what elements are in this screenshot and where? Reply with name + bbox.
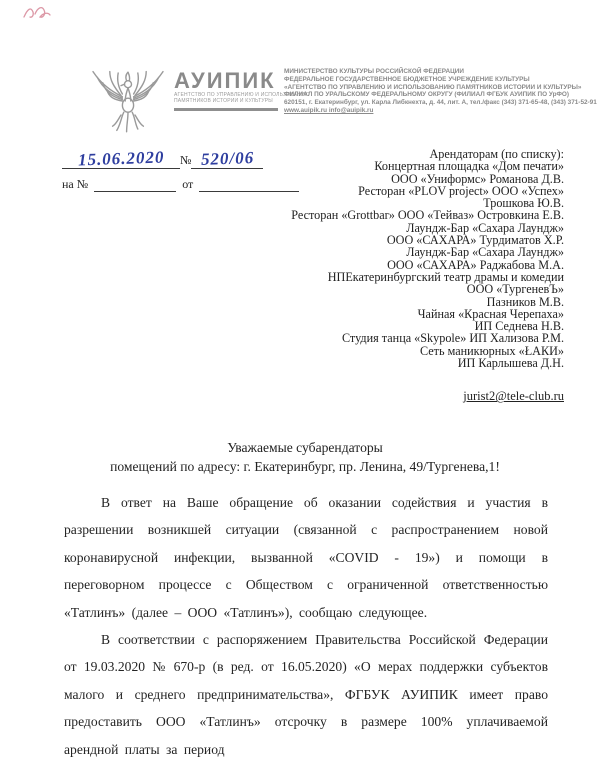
addressee-line: ООО «ТургеневЪ» <box>466 282 564 297</box>
org-website-email: www.auipik.ru info@auipik.ru <box>284 106 374 114</box>
red-scribble-icon <box>22 4 52 22</box>
addressee-line: Пазников М.В. <box>486 294 564 309</box>
reference-and-addressees <box>62 148 564 404</box>
reference-line-date-number <box>62 147 290 170</box>
addressee-line: Чайная «Красная Черепаха» <box>417 306 564 321</box>
org-line: «АГЕНТСТВО ПО УПРАВЛЕНИЮ И ИСПОЛЬЗОВАНИЮ ПАМЯТНИКОВ ИСТОРИИ И КУЛЬТУРЫ» <box>284 83 582 91</box>
logo-acronym: АУИПИК <box>174 68 276 93</box>
org-line: ФИЛИАЛ ПО УРАЛЬСКОМУ ФЕДЕРАЛЬНОМУ ОКРУГУ (ФИЛИАЛ ФГБУК АУИПИК ПО УрФО) <box>284 91 570 99</box>
reference-block <box>62 148 290 404</box>
org-details-block <box>284 62 597 115</box>
addressee-list <box>290 148 564 404</box>
phoenix-logo-icon <box>86 64 170 138</box>
addressee-line: ИП Карлышева Д.Н. <box>457 356 564 371</box>
addressee-line: Ресторан «PLOV project» ООО «Успех» <box>358 183 564 198</box>
handwritten-date: 15.06.2020 <box>77 147 165 170</box>
body-paragraph: В соответствии с распоряжением Правительства Российской Федерации от 19.03.2020 № 670-р (в ред. от 16.05.2020) «О мерах поддержки субъектов малого и среднего предпринимательства», ФГБУК АУИПИК имеет право предоставить ООО «Татлинъ» отсрочку в размере 100% уплачиваемой арендной платы за период <box>64 632 548 757</box>
logo-underline-bar <box>174 108 278 111</box>
addressee-line: Лаундж-Бар «Сахара Лаундж» <box>406 220 564 235</box>
org-lines <box>284 68 597 107</box>
addressee-line: Лаундж-Бар «Сахара Лаундж» <box>406 245 564 260</box>
addressee-line: ИП Седнева Н.В. <box>474 319 564 334</box>
addressee-line: Арендаторам (по списку): <box>429 147 564 161</box>
addressee-line: Студия танца «Skypole» ИП Хализова Р.М. <box>341 331 564 346</box>
body-paragraph: В ответ на Ваше обращение об оказании содействия и участия в разрешении возникшей ситуации (связанной с распространением новой коронавирусной инфекции, вызванной «COVID - 19») и помощи в переговорном процессе с Обществом с ограниченной ответственностью «Татлинъ» (далее – ООО «Татлинъ»), сообщаю следующее. <box>64 495 548 620</box>
addressee-line: ООО «Униформс» Романова Д.В. <box>391 171 564 186</box>
from-label: от <box>182 177 194 191</box>
number-sign-label: № <box>180 153 192 167</box>
contact-email: jurist2@tele-club.ru <box>463 389 564 404</box>
org-line: МИНИСТЕРСТВО КУЛЬТУРЫ РОССИЙСКОЙ ФЕДЕРАЦИИ <box>284 68 464 75</box>
salutation-line1: Уважаемые субарендаторы <box>227 440 383 455</box>
logo-tagline-line1: АГЕНТСТВО ПО УПРАВЛЕНИЮ И ИСПОЛЬЗОВАНИЮ <box>174 92 311 98</box>
logo-block <box>86 62 311 138</box>
incoming-number-blank <box>94 179 176 192</box>
on-number-label: на № <box>62 177 89 191</box>
salutation-line2: помещений по адресу: г. Екатеринбург, пр. Ленина, 49/Тургенева,1! <box>110 459 500 474</box>
handwritten-outgoing-number: 520/06 <box>200 148 255 169</box>
org-line: ФЕДЕРАЛЬНОЕ ГОСУДАРСТВЕННОЕ БЮДЖЕТНОЕ УЧРЕЖДЕНИЕ КУЛЬТУРЫ <box>284 75 530 83</box>
letterhead <box>86 62 597 138</box>
addressee-line: ООО «САХАРА» Раджабова М.А. <box>387 257 564 272</box>
salutation <box>62 438 548 476</box>
addressee-line: ООО «САХАРА» Турдиматов Х.Р. <box>386 233 564 248</box>
incoming-date-blank <box>199 179 299 192</box>
addressee-line: НПЕкатеринбургский театр драмы и комедии <box>327 269 564 284</box>
org-line: 620151, г. Екатеринбург, ул. Карла Либкнехта, д. 44, лит. А, тел./факс (343) 371-65-48, (343) 371-52-91 <box>284 99 597 107</box>
addressee-line: Концертная площадка «Дом печати» <box>374 159 564 174</box>
addressee-lines <box>290 148 564 369</box>
addressee-line: Ресторан «Grottbar» ООО «Тейваз» Островкина Е.В. <box>291 208 564 223</box>
reference-line-incoming <box>62 177 290 192</box>
addressee-line: Трошкова Ю.В. <box>483 196 564 211</box>
letter-body <box>64 489 548 763</box>
logo-tagline-line2: ПАМЯТНИКОВ ИСТОРИИ И КУЛЬТУРЫ <box>174 98 273 104</box>
addressee-line: Сеть маникюрных «ŁАКИ» <box>419 343 564 358</box>
red-scribble-mark <box>22 4 52 27</box>
